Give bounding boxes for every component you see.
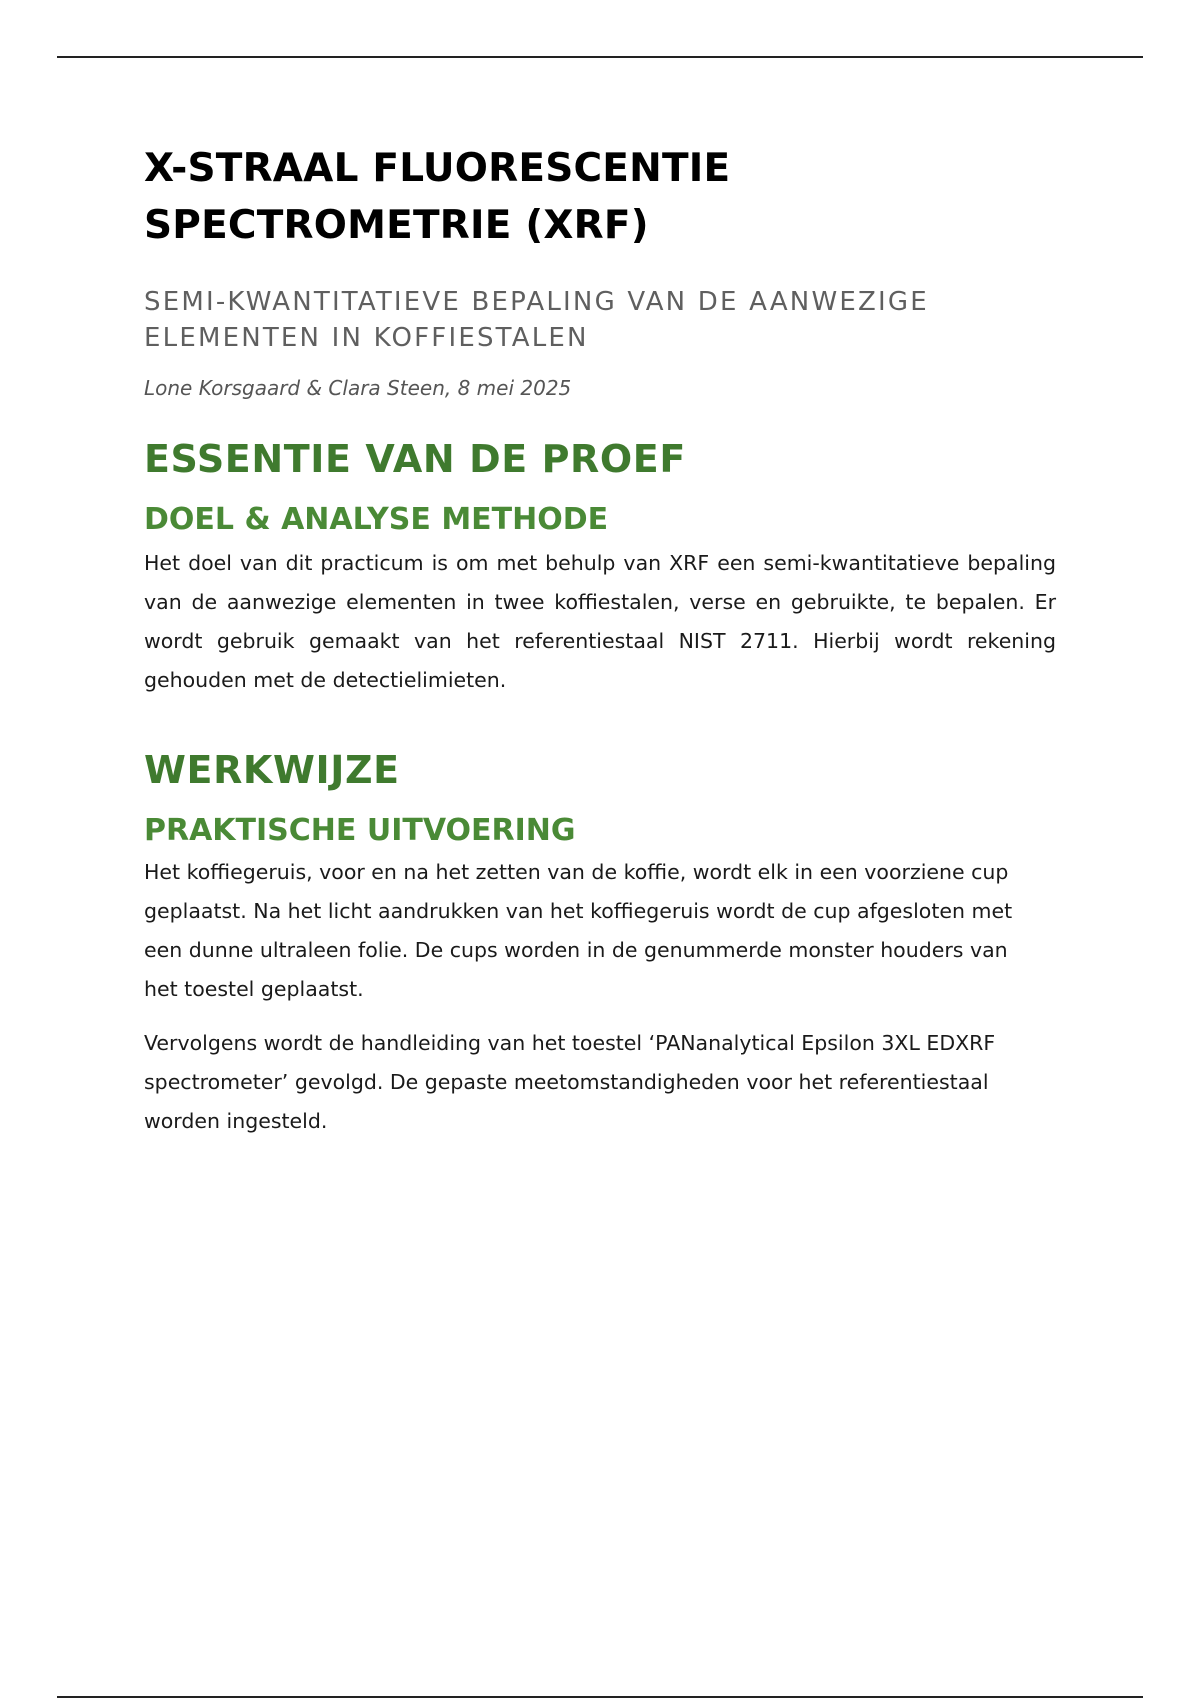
section-subheading: DOEL & ANALYSE METHODE bbox=[144, 502, 609, 537]
section-paragraph: Het doel van dit practicum is om met behulp van XRF een semi-kwantitatieve bepaling van de aanwezige elementen in twee koffiestalen, verse en gebruikte, te bepalen. Er wordt gebruik gemaakt van het referentiestaal NIST 2711. Hierbij wordt rekening gehouden met de detectielimieten. bbox=[144, 551, 1056, 692]
section-paragraph: Het koffiegeruis, voor en na het zetten van de koffie, wordt elk in een voorziene cup geplaatst. Na het licht aandrukken van het koffiegeruis wordt de cup afgesloten met een dunne ultraleen folie. De cups worden in de genummerde monster houders van het toestel geplaatst. bbox=[144, 860, 1013, 1001]
title-line: X-STRAAL FLUORESCENTIE bbox=[144, 146, 731, 191]
document-title bbox=[144, 140, 1056, 254]
title-line: SPECTROMETRIE (XRF) bbox=[144, 203, 649, 248]
byline: Lone Korsgaard & Clara Steen, 8 mei 2025 bbox=[144, 376, 572, 400]
subtitle-line: SEMI-KWANTITATIEVE BEPALING VAN DE AANWEZIGE bbox=[144, 287, 929, 317]
section-heading: WERKWIJZE bbox=[144, 748, 400, 792]
document-subtitle bbox=[144, 284, 1056, 356]
document-body bbox=[144, 140, 1056, 1141]
section-heading: ESSENTIE VAN DE PROEF bbox=[144, 437, 686, 481]
section-paragraph: Vervolgens wordt de handleiding van het toestel ‘PANanalytical Epsilon 3XL EDXRF spectrometer’ gevolgd. De gepaste meetomstandigheden voor het referentiestaal worden ingesteld. bbox=[144, 1031, 996, 1133]
subtitle-line: ELEMENTEN IN KOFFIESTALEN bbox=[144, 323, 589, 353]
footer-rule bbox=[57, 1696, 1143, 1698]
header-rule bbox=[57, 56, 1143, 58]
section-subheading: PRAKTISCHE UITVOERING bbox=[144, 813, 576, 848]
